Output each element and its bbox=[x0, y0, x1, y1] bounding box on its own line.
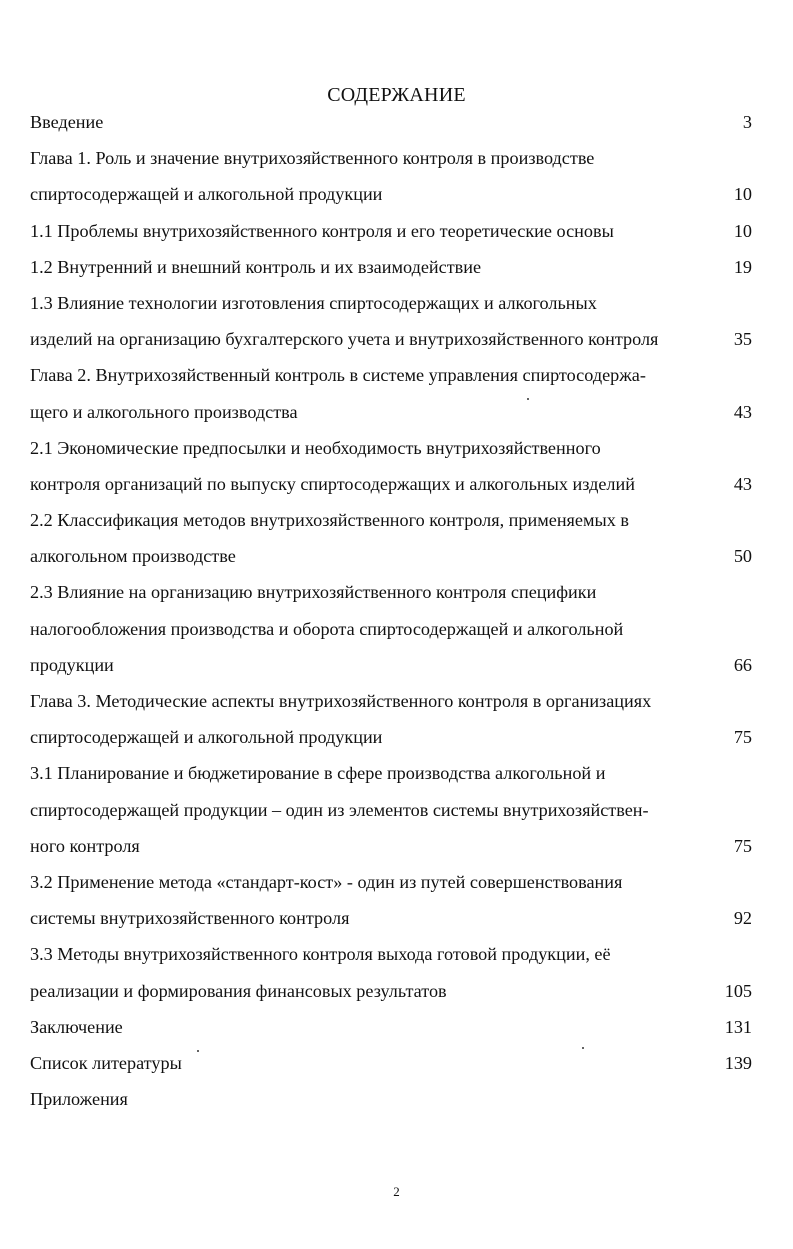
toc-entry-page: 139 bbox=[724, 1052, 752, 1073]
page-number: 2 bbox=[393, 1184, 400, 1199]
toc-entry-text: 3.1 Планирование и бюджетирование в сфере производства алкогольной и bbox=[30, 763, 606, 784]
scan-speck bbox=[582, 1047, 584, 1049]
toc-entry-line bbox=[30, 904, 760, 940]
toc-entry-line bbox=[30, 398, 760, 434]
toc-entry-text: 3.3 Методы внутрихозяйственного контроля выхода готовой продукции, её bbox=[30, 944, 611, 965]
toc-entry-page: 10 bbox=[733, 220, 752, 241]
toc-entry-text: Введение bbox=[30, 112, 104, 132]
toc-entry bbox=[30, 434, 760, 506]
toc-entry-text: реализации и формирования финансовых результатов bbox=[30, 980, 447, 1001]
toc-entry-page: 50 bbox=[733, 546, 752, 567]
toc-entry-text: щего и алкогольного производства bbox=[30, 401, 298, 422]
toc-entry-line bbox=[30, 723, 760, 759]
toc-entry-text: 3.2 Применение метода «стандарт-кост» - один из путей совершенствования bbox=[30, 871, 623, 892]
toc-entry-line bbox=[30, 470, 760, 506]
toc-entry-text: алкогольном производстве bbox=[30, 546, 236, 567]
toc-entry bbox=[30, 868, 760, 940]
toc-entry-text: 2.3 Влияние на организацию внутрихозяйственного контроля специфики bbox=[30, 582, 597, 603]
toc-entry-page: 43 bbox=[733, 401, 752, 422]
toc-entry-line bbox=[30, 687, 760, 723]
toc-entry-text: Глава 2. Внутрихозяйственный контроль в системе управления спиртосодержа- bbox=[30, 365, 646, 386]
toc-entry-text: Список литературы bbox=[30, 1052, 182, 1073]
toc-entry-line bbox=[30, 542, 760, 578]
toc-entry-line bbox=[30, 759, 760, 795]
toc-entry-line bbox=[30, 325, 760, 361]
toc-entry bbox=[30, 253, 760, 289]
toc-entry bbox=[30, 1013, 760, 1049]
toc-entry-text: системы внутрихозяйственного контроля bbox=[30, 908, 350, 929]
toc-entry-text: Глава 3. Методические аспекты внутрихозяйственного контроля в организациях bbox=[30, 691, 652, 711]
toc-entry-text: 1.1 Проблемы внутрихозяйственного контроля и его теоретические основы bbox=[30, 220, 614, 241]
toc-entry bbox=[30, 759, 760, 868]
toc-entry bbox=[30, 144, 760, 216]
page-title: СОДЕРЖАНИЕ bbox=[327, 84, 466, 106]
toc-entry-line bbox=[30, 1085, 760, 1121]
toc-entry bbox=[30, 687, 760, 759]
toc-entry-line bbox=[30, 180, 760, 216]
toc-entry-line bbox=[30, 289, 760, 325]
toc-entry-line bbox=[30, 1049, 760, 1085]
toc-entry-text: 2.2 Классификация методов внутрихозяйственного контроля, применяемых в bbox=[30, 510, 629, 531]
toc-entry-text: Заключение bbox=[30, 1016, 123, 1037]
toc-entry-line bbox=[30, 651, 760, 687]
toc-entry-text: спиртосодержащей продукции – один из элементов системы внутрихозяйствен- bbox=[30, 799, 649, 820]
toc-entry bbox=[30, 108, 760, 144]
toc-entry-line bbox=[30, 868, 760, 904]
toc-entry-line bbox=[30, 940, 760, 976]
toc-entry bbox=[30, 361, 760, 433]
toc-entry-page: 19 bbox=[733, 256, 752, 277]
toc-entry bbox=[30, 1049, 760, 1085]
toc-entry-page: 105 bbox=[724, 980, 752, 1001]
scan-speck bbox=[197, 1050, 199, 1052]
toc-entry bbox=[30, 289, 760, 361]
toc-entry-text: 1.3 Влияние технологии изготовления спиртосодержащих и алкогольных bbox=[30, 292, 597, 313]
toc-entry-page: 75 bbox=[733, 727, 752, 748]
toc-entry-page: 131 bbox=[724, 1016, 752, 1037]
toc-entry-text: 2.1 Экономические предпосылки и необходимость внутрихозяйственного bbox=[30, 437, 601, 458]
toc-entry-page: 35 bbox=[733, 329, 752, 350]
toc-entry-line bbox=[30, 434, 760, 470]
toc-entry-line bbox=[30, 361, 760, 397]
toc-entry-page: 3 bbox=[742, 112, 752, 132]
toc-entry-page: 75 bbox=[733, 835, 752, 856]
toc-entry-line bbox=[30, 253, 760, 289]
toc-entry-line bbox=[30, 977, 760, 1013]
toc-entry-text: продукции bbox=[30, 654, 114, 675]
toc-entry bbox=[30, 578, 760, 687]
toc-entry-line bbox=[30, 1013, 760, 1049]
toc-entry-text: 1.2 Внутренний и внешний контроль и их взаимодействие bbox=[30, 256, 482, 277]
toc-entry-text: изделий на организацию бухгалтерского учета и внутрихозяйственного контроля bbox=[30, 329, 659, 350]
toc-entry-page: 92 bbox=[733, 908, 752, 929]
toc-entry-line bbox=[30, 615, 760, 651]
toc-entry bbox=[30, 217, 760, 253]
toc-entry-line bbox=[30, 796, 760, 832]
toc-entry-line bbox=[30, 506, 760, 542]
toc-entry-text: Глава 1. Роль и значение внутрихозяйственного контроля в производстве bbox=[30, 148, 595, 169]
toc-entry-text: спиртосодержащей и алкогольной продукции bbox=[30, 727, 383, 748]
toc-entry-text: налогообложения производства и оборота спиртосодержащей и алкогольной bbox=[30, 618, 624, 639]
toc-entry-page: 66 bbox=[733, 654, 752, 675]
toc-entry-text: контроля организаций по выпуску спиртосодержащих и алкогольных изделий bbox=[30, 473, 635, 494]
scan-speck bbox=[527, 398, 529, 400]
toc-entry bbox=[30, 940, 760, 1012]
toc-entry-text: ного контроля bbox=[30, 835, 140, 856]
toc-entry-line bbox=[30, 144, 760, 180]
toc-entry-line bbox=[30, 832, 760, 868]
toc-entry-text: спиртосодержащей и алкогольной продукции bbox=[30, 184, 383, 205]
toc-entry-page: 43 bbox=[733, 473, 752, 494]
toc-entry bbox=[30, 506, 760, 578]
toc-entry-line bbox=[30, 108, 760, 144]
table-of-contents bbox=[30, 108, 760, 1121]
toc-entry-line bbox=[30, 217, 760, 253]
toc-entry-line bbox=[30, 578, 760, 614]
toc-entry bbox=[30, 1085, 760, 1121]
toc-entry-text: Приложения bbox=[30, 1089, 128, 1110]
toc-entry-page: 10 bbox=[733, 184, 752, 205]
